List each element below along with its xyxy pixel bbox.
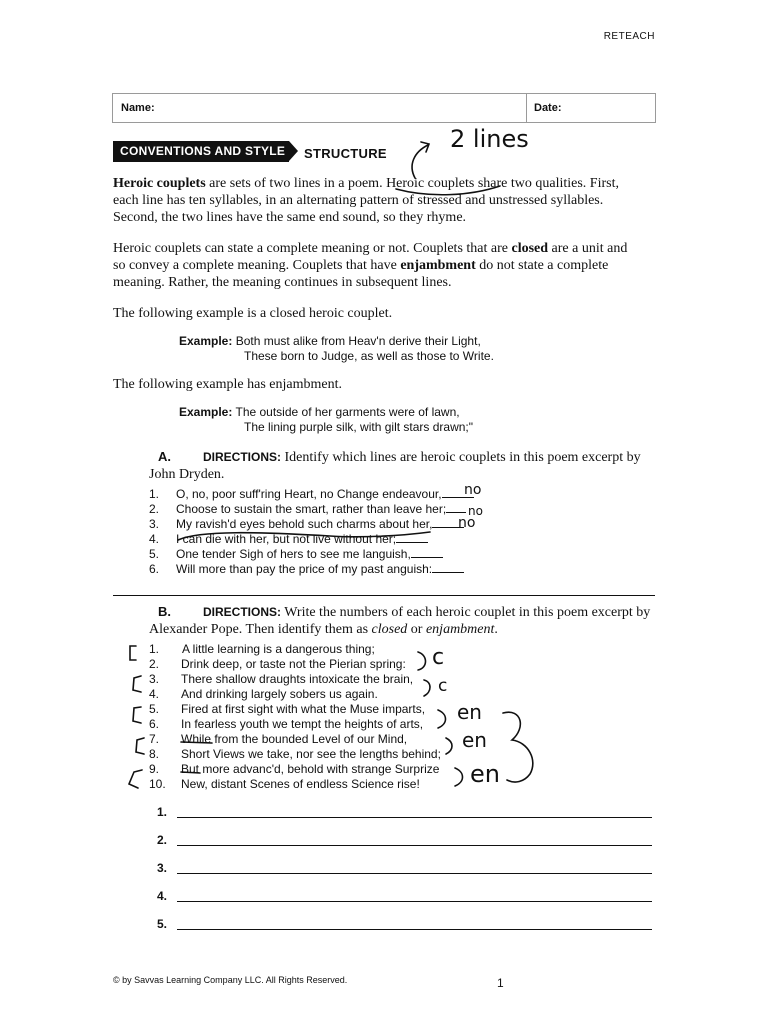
term-closed: closed <box>511 241 549 256</box>
example-label: Example: <box>179 334 233 348</box>
line-number: 4. <box>149 687 160 701</box>
line-text: A little learning is a dangerous thing; <box>182 642 375 656</box>
handwritten-answer: en <box>457 700 482 724</box>
category-banner: CONVENTIONS AND STYLE <box>113 141 289 162</box>
underline-stroke <box>181 772 200 773</box>
line-number: 1. <box>149 487 160 501</box>
name-label: Name: <box>121 102 155 114</box>
bracket <box>455 768 463 786</box>
grouping-bracket <box>503 712 533 782</box>
line-number: 4. <box>149 532 160 546</box>
answer-row[interactable] <box>157 805 652 819</box>
handwritten-answer: no <box>468 504 483 518</box>
bracket <box>446 738 452 754</box>
line-text: My ravish'd eyes behold such charms about her, <box>176 517 433 531</box>
example-label: Example: <box>179 405 233 419</box>
line-number: 5. <box>149 702 160 716</box>
answer-row[interactable] <box>157 917 652 931</box>
line-number: 6. <box>149 562 160 576</box>
example-line-1: The outside of her garments were of lawn, <box>235 405 460 419</box>
line-text: I can die with her, but not live without her; <box>176 532 397 546</box>
handwritten-answer: no <box>464 482 482 498</box>
bracket <box>438 710 446 728</box>
line-text: Drink deep, or taste not the Pierian spring: <box>181 657 406 671</box>
line-number: 6. <box>149 717 160 731</box>
or-word: or <box>407 622 426 637</box>
term-heroic-couplets: Heroic couplets <box>113 176 206 191</box>
date-label: Date: <box>534 102 562 114</box>
line-text: One tender Sigh of hers to see me languish, <box>176 547 411 561</box>
line-number: 2. <box>149 657 160 671</box>
line-number: 1. <box>149 642 160 656</box>
bracket <box>133 707 141 723</box>
enjambment-word: enjambment <box>425 622 495 637</box>
reteach-label: RETEACH <box>603 31 655 42</box>
bracket <box>130 646 136 660</box>
enjambment-example-intro: The following example has enjambment. <box>113 377 342 392</box>
line-text: Fired at first sight with what the Muse imparts, <box>181 702 426 716</box>
handwritten-answer: en <box>462 728 487 752</box>
line-text: There shallow draughts intoxicate the brain, <box>181 672 414 686</box>
bracket <box>133 676 141 692</box>
line-text: While from the bounded Level of our Mind, <box>181 732 408 746</box>
directions-text: Identify which lines are heroic couplets in this poem excerpt by John Dryden. <box>149 450 641 482</box>
answer-row[interactable] <box>157 889 652 903</box>
bracket <box>136 738 144 754</box>
line-number: 8. <box>149 747 160 761</box>
arrow-stroke <box>412 145 428 178</box>
directions-label: DIRECTIONS: <box>203 605 281 619</box>
line-number: 3. <box>149 517 160 531</box>
answer-line[interactable] <box>177 817 652 818</box>
line-text: O, no, poor suff'ring Heart, no Change endeavour, <box>176 487 442 501</box>
answer-line[interactable] <box>177 873 652 874</box>
line-number: 2. <box>149 502 160 516</box>
answer-number: 3. <box>157 861 168 875</box>
answer-line[interactable] <box>177 901 652 902</box>
line-text: Short Views we take, nor see the lengths behind; <box>181 747 441 761</box>
topic-title: STRUCTURE <box>304 146 387 161</box>
p2-text-a: Heroic couplets can state a complete meaning or not. Couplets that are <box>113 241 512 256</box>
answer-number: 5. <box>157 917 168 931</box>
answer-line[interactable] <box>177 845 652 846</box>
term-enjambment: enjambment <box>400 258 476 273</box>
handwritten-answer: en <box>470 760 500 788</box>
handwritten-answer: c <box>438 676 448 696</box>
underline-stroke <box>181 742 212 743</box>
bracket <box>129 770 142 788</box>
example-line-2: The lining purple silk, with gilt stars drawn;" <box>244 420 474 434</box>
line-number: 10. <box>149 777 166 791</box>
bracket <box>424 680 430 696</box>
example-line-2: These born to Judge, as well as those to Write. <box>244 349 494 363</box>
copyright-footer: © by Savvas Learning Company LLC. All Rights Reserved. <box>113 975 348 985</box>
line-text: New, distant Scenes of endless Science rise! <box>181 777 420 791</box>
intro-p1-text: are sets of two lines in a poem. Heroic couplets share two qualities. First, each line has ten syllables, in an alternating pattern of stressed and unstressed syllables. Second, the two lines have the same end sound, so they rhyme. <box>113 176 619 225</box>
line-number: 5. <box>149 547 160 561</box>
line-number: 7. <box>149 732 160 746</box>
line-text: But more advanc'd, behold with strange Surprize <box>181 762 440 776</box>
answer-number: 4. <box>157 889 168 903</box>
closed-word: closed <box>371 622 408 637</box>
example-line-1: Both must alike from Heav'n derive their Light, <box>235 334 481 348</box>
handwritten-note: 2 lines <box>450 125 529 153</box>
directions-text: Write the numbers of each heroic couplet in this poem excerpt by Alexander Pope. Then identify them as <box>149 605 651 637</box>
line-text: Choose to sustain the smart, rather than leave her; <box>176 502 447 516</box>
answer-line[interactable] <box>177 929 652 930</box>
p2-text-c: do not state a complete meaning. Rather, the meaning continues in subsequent lines. <box>113 258 609 290</box>
handwritten-answer: no <box>458 515 476 531</box>
line-text: Will more than pay the price of my past anguish: <box>176 562 433 576</box>
directions-label: DIRECTIONS: <box>203 450 281 464</box>
line-text: And drinking largely sobers us again. <box>181 687 378 701</box>
underline-stroke <box>396 186 500 195</box>
section-a-letter: A. <box>158 449 171 464</box>
bracket <box>418 652 426 670</box>
answer-number: 2. <box>157 833 168 847</box>
line-text: In fearless youth we tempt the heights of arts, <box>181 717 424 731</box>
answer-row[interactable] <box>157 833 652 847</box>
line-number: 9. <box>149 762 160 776</box>
page-number: 1 <box>497 976 504 990</box>
period: . <box>494 622 498 637</box>
answer-row[interactable] <box>157 861 652 875</box>
scribble-stroke <box>178 532 430 540</box>
closed-example-intro: The following example is a closed heroic couplet. <box>113 306 393 321</box>
handwritten-answer: c <box>432 645 445 670</box>
p2-text-b: are a unit and so convey a complete meaning. Couplets that have <box>113 241 628 273</box>
line-number: 3. <box>149 672 160 686</box>
answer-number: 1. <box>157 805 168 819</box>
section-b-letter: B. <box>158 604 171 619</box>
